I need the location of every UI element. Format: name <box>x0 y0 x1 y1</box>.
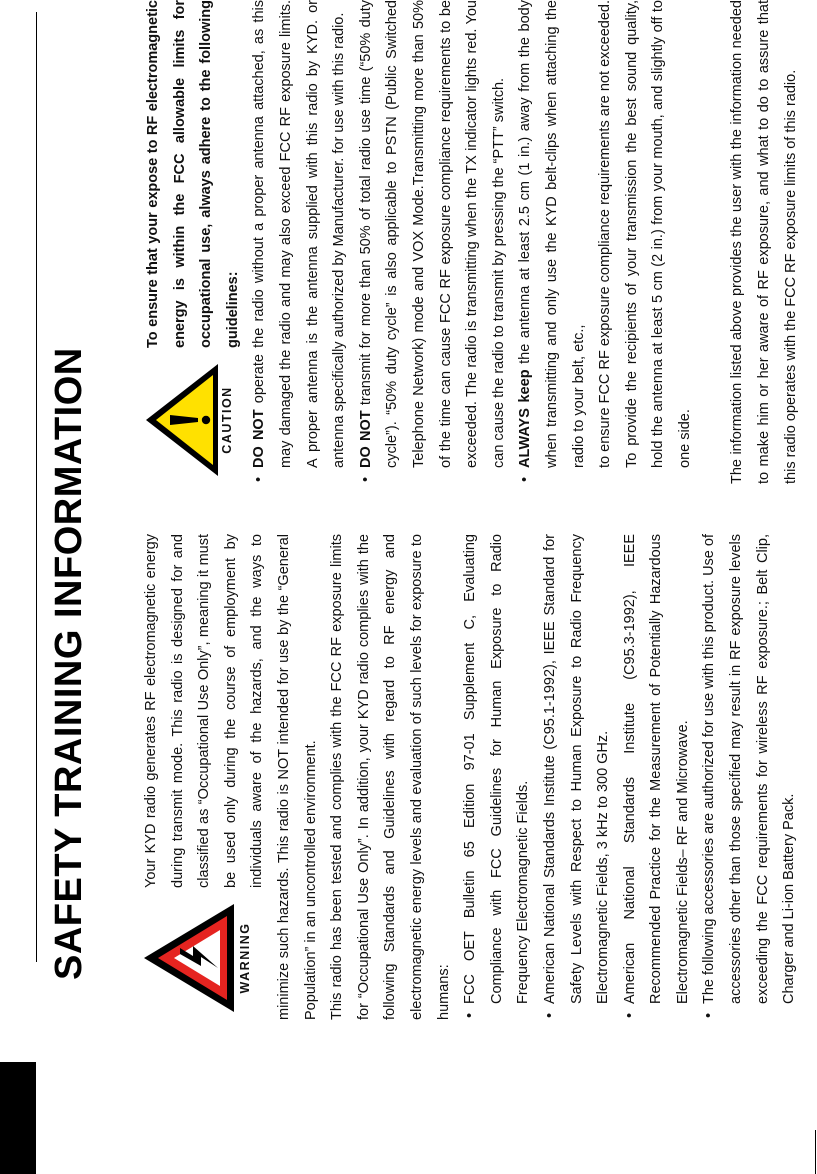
warning-intro: Your KYD radio generates RF electromagnetic energy during transmit mode. This radio is designed for and classified as “Occupational Use Only”, meaning it must be used only during the course of employment by individuals aware of the hazards, and the ways to minimize such hazards. This radio is NOT intended for use by the “General Population” in an uncontrolled environment. <box>143 534 319 1020</box>
list-item: • American National Standards Institute (C95.1-1992), IEEE Standard for Safety Levels with Respect to Human Exposure to Radio Frequency Electromagnetic Fields, 3 kHz to 300 GHz. <box>537 534 617 1020</box>
list-item <box>353 0 513 484</box>
guideline-keyword: ALWAYS keep <box>517 369 534 468</box>
caution-intro: To ensure that your expose to RF electromagnetic energy is within the FCC allowable limits for occupational use, always adhere to the following guidelines: <box>145 0 241 348</box>
left-column <box>138 534 803 1020</box>
guideline-text: the antenna at least 2.5 cm (1 in.) away from the body when transmitting and only use the KYD belt-clips when attaching the radio to your belt, etc., <box>517 0 587 468</box>
page-title: SAFETY TRAINING INFORMATION <box>48 347 90 980</box>
guideline-continuation: to ensure FCC RF exposure compliance requirements are not exceeded. To provide the recipients of your transmission the best sound quality, hold the antenna at least 5 cm (2 in.) from your mouth, and slightly off to one side. <box>597 0 693 468</box>
closing-paragraph: The information listed above provides the user with the information needed to make him or her aware of RF exposure, and what to do to assure that this radio operates with the FCC RF exposure limits of this radio. <box>729 0 799 484</box>
right-column <box>140 0 804 484</box>
guideline-text: transmit for more than 50% of total radio use time (“50% duty cycle”). “50% duty cycle” is also applicable to PSTN (Public Switched Telephone Network) mode and VOX Mode.Transmitting more than 50% of the time can cause FCC RF exposure compliance requirements to be exceeded. The radio is transmitting when the TX indicator lights red. You can cause the radio to transmit by pressing the “PTT” switch. <box>357 0 507 468</box>
guideline-keyword: DO NOT <box>251 409 268 468</box>
caution-sign <box>140 356 246 484</box>
list-item <box>246 0 352 484</box>
list-item: • American National Standards Institute (C95.3-1992), IEEE Recommended Practice for the Measurement of Potentially Hazardous Electromagnetic Fields– RF and Microwave. <box>617 534 697 1020</box>
caution-triangle-exclamation-icon <box>142 360 222 480</box>
list-item <box>512 0 592 484</box>
standards-list <box>457 534 803 1020</box>
compliance-paragraph: This radio has been tested and complies with the FCC RF exposure limits for “Occupational Use Only”. In addition, your KYD radio complies with the following Standards and Guidelines with regard to RF energy and electromagnetic energy levels and evaluation of such levels for exposure to humans: <box>329 534 452 1020</box>
guideline-keyword: DO NOT <box>357 410 374 468</box>
guideline-text: operate the radio without a proper antenna attached, as this may damaged the radio and may also exceed FCC RF exposure limits. A proper antenna is the antenna supplied with this radio by KYD. or antenna specifically authorized by Manufacturer. for use with this radio. <box>251 0 348 468</box>
caution-label: CAUTION <box>220 386 234 454</box>
list-item: • The following accessories are authorized for use with this product. Use of accessories other than those specified may result in RF exposure levels exceeding the FCC requirements for wireless RF exposure.; Belt Clip, Charger and Li-ion Battery Pack. <box>696 534 802 1020</box>
warning-label: WARNING <box>238 922 252 994</box>
warning-sign <box>138 896 266 1020</box>
guidelines-list <box>246 0 592 484</box>
list-item: • FCC OET Bulletin 65 Edition 97-01 Supplement C, Evaluating Compliance with FCC Guidelines for Human Exposure to Radio Frequency Electromagnetic Fields. <box>457 534 537 1020</box>
warning-triangle-lightning-icon <box>138 898 238 1018</box>
